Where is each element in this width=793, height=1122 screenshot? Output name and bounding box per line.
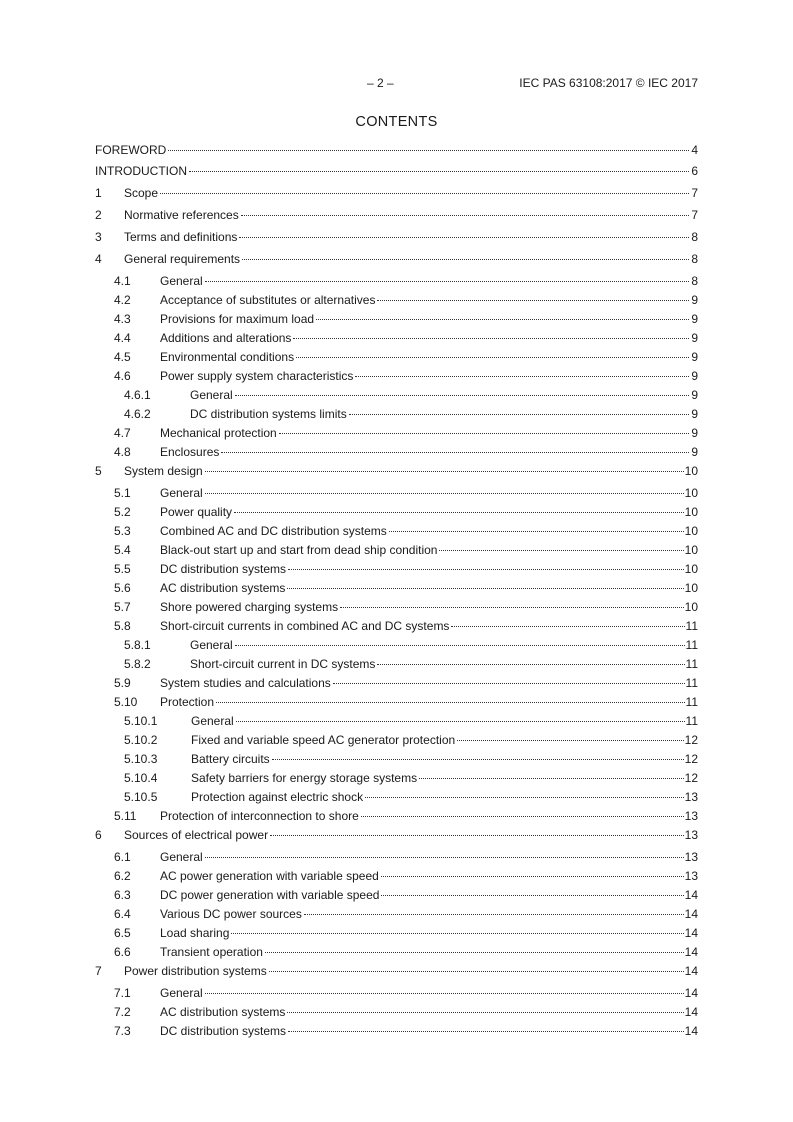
toc-entry[interactable] [95, 562, 698, 577]
toc-entry-page: 9 [691, 312, 698, 326]
toc-entry-title: Load sharing [160, 926, 230, 940]
dot-leader [419, 777, 684, 779]
toc-entry[interactable] [95, 657, 698, 672]
toc-entry-number: 5.10.4 [124, 771, 158, 785]
toc-entry-title: Mechanical protection [160, 426, 277, 440]
toc-entry-number: 5.10.2 [124, 733, 158, 747]
dot-leader [381, 894, 683, 896]
table-of-contents [95, 143, 698, 1043]
toc-entry-title: Acceptance of substitutes or alternatives [160, 293, 376, 307]
toc-entry-title: General [160, 486, 203, 500]
toc-entry-page: 11 [685, 676, 698, 690]
toc-entry-page: 14 [684, 945, 698, 959]
toc-entry[interactable] [95, 888, 698, 903]
toc-entry-number: 5.7 [114, 600, 131, 614]
toc-entry-title: General [190, 388, 233, 402]
toc-entry-page: 11 [685, 638, 698, 652]
toc-entry-title: Protection against electric shock [191, 790, 364, 804]
toc-entry-number: 6.4 [114, 907, 131, 921]
toc-entry[interactable] [95, 388, 698, 403]
toc-entry-title: DC distribution systems limits [190, 407, 347, 421]
dot-leader [160, 192, 689, 194]
toc-entry-number: 5.1 [114, 486, 131, 500]
toc-entry-title: AC power generation with variable speed [160, 869, 379, 883]
toc-entry-number: 6.5 [114, 926, 131, 940]
toc-entry-number: 7.1 [114, 986, 131, 1000]
dot-leader [189, 170, 689, 172]
toc-entry-page: 14 [684, 888, 698, 902]
document-id: IEC PAS 63108:2017 © IEC 2017 [519, 76, 698, 90]
toc-entry-number: 7.3 [114, 1024, 131, 1038]
toc-entry[interactable] [95, 964, 698, 979]
toc-entry[interactable] [95, 986, 698, 1001]
toc-entry-number: 5.8.2 [124, 657, 151, 671]
toc-entry-page: 10 [684, 524, 698, 538]
toc-entry[interactable] [95, 208, 698, 223]
dot-leader [340, 606, 684, 608]
toc-entry-page: 9 [691, 293, 698, 307]
toc-entry-title: Power supply system characteristics [160, 369, 354, 383]
toc-entry[interactable] [95, 293, 698, 308]
toc-entry-title: AC distribution systems [160, 581, 286, 595]
toc-entry-number: 5.10.5 [124, 790, 158, 804]
toc-entry[interactable] [95, 274, 698, 289]
dot-leader [168, 149, 689, 151]
toc-entry-page: 14 [684, 1005, 698, 1019]
toc-entry-title: Additions and alterations [160, 331, 292, 345]
toc-entry[interactable] [95, 850, 698, 865]
toc-entry-number: 4.5 [114, 350, 131, 364]
toc-entry-title: AC distribution systems [160, 1005, 286, 1019]
page-number: – 2 – [367, 76, 394, 90]
dot-leader [235, 394, 689, 396]
toc-entry-page: 11 [685, 657, 698, 671]
toc-entry-number: 5.10.3 [124, 752, 158, 766]
toc-entry-number: 4.6.2 [124, 407, 151, 421]
toc-entry-title: Power distribution systems [124, 964, 267, 978]
toc-entry-page: 10 [684, 600, 698, 614]
toc-entry-page: 13 [684, 828, 698, 842]
toc-entry-title: Protection [160, 695, 215, 709]
toc-entry-number: 5.2 [114, 505, 131, 519]
dot-leader [236, 720, 685, 722]
toc-entry[interactable] [95, 331, 698, 346]
toc-entry[interactable] [95, 1005, 698, 1020]
toc-entry-title: INTRODUCTION [95, 164, 187, 178]
dot-leader [288, 568, 684, 570]
toc-entry-title: Protection of interconnection to shore [160, 809, 359, 823]
toc-entry-title: General [191, 714, 234, 728]
toc-entry-page: 13 [684, 790, 698, 804]
toc-entry-title: General requirements [124, 252, 241, 266]
toc-entry-number: 2 [95, 208, 102, 222]
dot-leader [457, 739, 683, 741]
toc-entry-number: 5.9 [114, 676, 131, 690]
toc-entry-title: Fixed and variable speed AC generator protection [191, 733, 456, 747]
toc-entry[interactable] [95, 186, 698, 201]
toc-entry-page: 7 [691, 186, 698, 200]
toc-entry-number: 5.10.1 [124, 714, 158, 728]
toc-entry-number: 5.4 [114, 543, 131, 557]
toc-entry[interactable] [95, 926, 698, 941]
toc-entry-title: FOREWORD [95, 143, 167, 157]
dot-leader [270, 834, 684, 836]
toc-entry[interactable] [95, 619, 698, 634]
toc-entry[interactable] [95, 486, 698, 501]
toc-entry-page: 12 [684, 771, 698, 785]
toc-entry[interactable] [95, 600, 698, 615]
toc-entry-title: DC distribution systems [160, 1024, 287, 1038]
toc-entry-number: 5.5 [114, 562, 131, 576]
toc-entry-page: 13 [684, 850, 698, 864]
dot-leader [279, 432, 689, 434]
toc-entry-title: Provisions for maximum load [160, 312, 315, 326]
toc-entry[interactable] [95, 1024, 698, 1039]
toc-entry-number: 5.11 [114, 809, 137, 823]
toc-entry-number: 6.2 [114, 869, 131, 883]
dot-leader [265, 951, 684, 953]
dot-leader [355, 375, 689, 377]
toc-entry-number: 6.3 [114, 888, 131, 902]
toc-entry-title: Power quality [160, 505, 233, 519]
toc-entry[interactable] [95, 771, 698, 786]
toc-entry-page: 9 [691, 388, 698, 402]
toc-entry-number: 7 [95, 964, 102, 978]
toc-entry-number: 6.1 [114, 850, 131, 864]
toc-entry-number: 3 [95, 230, 102, 244]
dot-leader [451, 625, 684, 627]
toc-entry-number: 5.6 [114, 581, 131, 595]
toc-entry-page: 13 [684, 869, 698, 883]
toc-entry-title: Environmental conditions [160, 350, 295, 364]
dot-leader [205, 470, 684, 472]
toc-entry[interactable] [95, 714, 698, 729]
toc-entry-page: 9 [691, 407, 698, 421]
toc-entry[interactable] [95, 464, 698, 479]
dot-leader [365, 796, 684, 798]
toc-entry-page: 6 [691, 164, 698, 178]
dot-leader [234, 511, 684, 513]
toc-entry-page: 8 [691, 230, 698, 244]
toc-entry[interactable] [95, 790, 698, 805]
toc-entry-page: 14 [684, 926, 698, 940]
toc-entry-number: 4.3 [114, 312, 131, 326]
toc-entry[interactable] [95, 638, 698, 653]
toc-entry-title: Various DC power sources [160, 907, 302, 921]
toc-entry-title: General [160, 850, 203, 864]
toc-entry-number: 5.8 [114, 619, 131, 633]
toc-entry-page: 10 [684, 543, 698, 557]
toc-entry-title: Short-circuit current in DC systems [190, 657, 376, 671]
toc-entry-number: 6.6 [114, 945, 131, 959]
dot-leader [377, 299, 689, 301]
toc-entry-title: System studies and calculations [160, 676, 331, 690]
toc-entry-number: 5.10 [114, 695, 138, 709]
toc-entry-number: 4.2 [114, 293, 131, 307]
dot-leader [288, 1030, 684, 1032]
toc-entry-number: 6 [95, 828, 102, 842]
contents-title: CONTENTS [355, 114, 438, 130]
toc-entry-title: DC distribution systems [160, 562, 287, 576]
toc-entry-number: 5.3 [114, 524, 131, 538]
dot-leader [349, 413, 689, 415]
toc-entry-page: 9 [691, 331, 698, 345]
toc-entry-page: 10 [684, 486, 698, 500]
toc-entry-title: Black-out start up and start from dead ship condition [160, 543, 438, 557]
dot-leader [241, 214, 689, 216]
toc-entry-page: 14 [684, 986, 698, 1000]
toc-entry-number: 4.7 [114, 426, 131, 440]
dot-leader [377, 663, 684, 665]
toc-entry-page: 11 [685, 619, 698, 633]
toc-entry[interactable] [95, 695, 698, 710]
toc-entry-number: 7.2 [114, 1005, 131, 1019]
toc-entry-number: 4 [95, 252, 102, 266]
dot-leader [231, 932, 683, 934]
dot-leader [287, 587, 683, 589]
dot-leader [272, 758, 684, 760]
toc-entry[interactable] [95, 945, 698, 960]
toc-entry-page: 9 [691, 350, 698, 364]
toc-entry-page: 11 [685, 695, 698, 709]
toc-entry-number: 1 [95, 186, 102, 200]
toc-entry-page: 4 [691, 143, 698, 157]
dot-leader [316, 318, 689, 320]
toc-entry[interactable] [95, 426, 698, 441]
toc-entry-page: 13 [684, 809, 698, 823]
toc-entry-page: 9 [691, 426, 698, 440]
toc-entry-number: 4.6 [114, 369, 131, 383]
toc-entry-title: System design [124, 464, 203, 478]
toc-entry-title: Short-circuit currents in combined AC and DC systems [160, 619, 450, 633]
toc-entry[interactable] [95, 809, 698, 824]
toc-entry[interactable] [95, 407, 698, 422]
dot-leader [205, 280, 689, 282]
toc-entry-title: Shore powered charging systems [160, 600, 339, 614]
toc-entry-number: 4.1 [114, 274, 131, 288]
dot-leader [235, 644, 685, 646]
toc-entry-title: General [190, 638, 233, 652]
toc-entry[interactable] [95, 350, 698, 365]
toc-entry-page: 10 [684, 464, 698, 478]
toc-entry[interactable] [95, 543, 698, 558]
toc-entry[interactable] [95, 312, 698, 327]
toc-entry-title: Scope [124, 186, 159, 200]
dot-leader [439, 549, 683, 551]
toc-entry-page: 9 [691, 445, 698, 459]
toc-entry-title: DC power generation with variable speed [160, 888, 380, 902]
toc-entry[interactable] [95, 752, 698, 767]
toc-entry-title: Combined AC and DC distribution systems [160, 524, 387, 538]
toc-entry[interactable] [95, 676, 698, 691]
page-header [0, 76, 793, 94]
dot-leader [381, 875, 684, 877]
toc-entry-page: 11 [685, 714, 698, 728]
toc-entry[interactable] [95, 369, 698, 384]
toc-entry[interactable] [95, 869, 698, 884]
dot-leader [205, 492, 684, 494]
toc-entry-page: 14 [684, 907, 698, 921]
toc-entry-page: 10 [684, 581, 698, 595]
toc-entry-title: General [160, 986, 203, 1000]
dot-leader [333, 682, 685, 684]
toc-entry[interactable] [95, 505, 698, 520]
toc-entry[interactable] [95, 164, 698, 179]
toc-entry[interactable] [95, 828, 698, 843]
toc-entry-page: 8 [691, 252, 698, 266]
toc-entry[interactable] [95, 733, 698, 748]
toc-entry-title: Sources of electrical power [124, 828, 269, 842]
toc-entry-page: 9 [691, 369, 698, 383]
toc-entry-page: 12 [684, 733, 698, 747]
toc-entry-title: Transient operation [160, 945, 263, 959]
toc-entry-number: 5.8.1 [124, 638, 151, 652]
dot-leader [239, 236, 689, 238]
toc-entry-title: Normative references [124, 208, 239, 222]
dot-leader [304, 913, 684, 915]
dot-leader [293, 337, 689, 339]
toc-entry-page: 10 [684, 505, 698, 519]
toc-entry-title: General [160, 274, 203, 288]
dot-leader [205, 992, 684, 994]
toc-entry[interactable] [95, 252, 698, 267]
dot-leader [361, 815, 684, 817]
toc-entry-page: 7 [691, 208, 698, 222]
toc-entry[interactable] [95, 445, 698, 460]
toc-entry[interactable] [95, 581, 698, 596]
toc-entry-title: Battery circuits [191, 752, 270, 766]
toc-entry-title: Safety barriers for energy storage systems [191, 771, 418, 785]
dot-leader [216, 701, 685, 703]
dot-leader [205, 856, 684, 858]
toc-entry[interactable] [95, 907, 698, 922]
toc-entry[interactable] [95, 230, 698, 245]
toc-entry-page: 8 [691, 274, 698, 288]
dot-leader [242, 258, 689, 260]
toc-entry-page: 10 [684, 562, 698, 576]
toc-entry-title: Terms and definitions [124, 230, 238, 244]
toc-entry-number: 4.4 [114, 331, 131, 345]
toc-entry[interactable] [95, 143, 698, 158]
dot-leader [221, 451, 689, 453]
dot-leader [287, 1011, 683, 1013]
dot-leader [269, 970, 684, 972]
dot-leader [296, 356, 689, 358]
toc-entry-page: 12 [684, 752, 698, 766]
toc-entry-title: Enclosures [160, 445, 220, 459]
toc-entry-number: 5 [95, 464, 102, 478]
toc-entry[interactable] [95, 524, 698, 539]
toc-entry-page: 14 [684, 1024, 698, 1038]
toc-entry-page: 14 [684, 964, 698, 978]
dot-leader [389, 530, 684, 532]
toc-entry-number: 4.8 [114, 445, 131, 459]
toc-entry-number: 4.6.1 [124, 388, 151, 402]
